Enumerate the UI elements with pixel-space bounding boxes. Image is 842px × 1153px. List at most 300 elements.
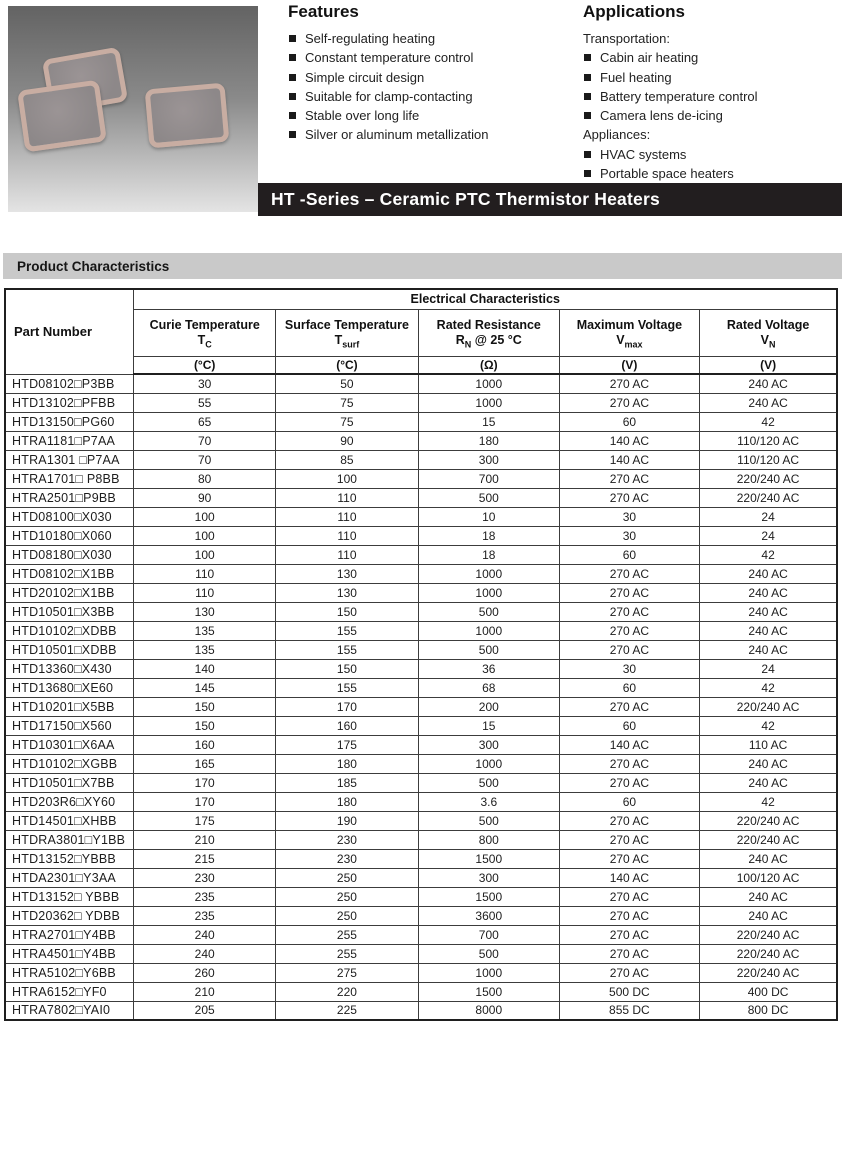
rated-resistance-header: Rated Resistance $R_N$ @ 25 °C xyxy=(418,309,559,356)
value-cell: 270 AC xyxy=(559,944,700,963)
list-item xyxy=(583,87,842,106)
value-cell: 30 xyxy=(559,526,700,545)
value-cell: 24 xyxy=(700,526,837,545)
value-cell: 24 xyxy=(700,507,837,526)
part-number-cell: HTDA2301□Y3AA xyxy=(5,868,134,887)
applications-section xyxy=(583,2,842,183)
part-number-cell: HTD08100□X030 xyxy=(5,507,134,526)
value-cell: 110/120 AC xyxy=(700,450,837,469)
list-item xyxy=(288,125,583,144)
value-cell: 240 AC xyxy=(700,393,837,412)
value-cell: 140 AC xyxy=(559,450,700,469)
value-cell: 235 xyxy=(134,906,275,925)
feature-item-label: Self-regulating heating xyxy=(305,31,436,46)
part-number-cell: HTD10501□XDBB xyxy=(5,640,134,659)
part-number-cell: HTRA7802□YAI0 xyxy=(5,1001,134,1020)
table-row xyxy=(5,1001,837,1020)
value-cell: 300 xyxy=(418,868,559,887)
header-right xyxy=(258,0,842,213)
value-cell: 110 xyxy=(134,564,275,583)
electrical-characteristics-header: Electrical Characteristics xyxy=(134,289,837,309)
value-cell: 135 xyxy=(134,640,275,659)
value-cell: 270 AC xyxy=(559,811,700,830)
table-row xyxy=(5,545,837,564)
value-cell: 1000 xyxy=(418,374,559,393)
value-cell: 130 xyxy=(275,564,418,583)
value-cell: 3.6 xyxy=(418,792,559,811)
value-cell: 270 AC xyxy=(559,602,700,621)
value-cell: 100/120 AC xyxy=(700,868,837,887)
table-row xyxy=(5,583,837,602)
table-row xyxy=(5,792,837,811)
bullet-square-icon xyxy=(289,74,296,81)
table-row xyxy=(5,659,837,678)
value-cell: 260 xyxy=(134,963,275,982)
part-number-header: Part Number xyxy=(5,289,134,374)
value-cell: 240 AC xyxy=(700,754,837,773)
value-cell: 230 xyxy=(134,868,275,887)
value-cell: 220 xyxy=(275,982,418,1001)
value-cell: 8000 xyxy=(418,1001,559,1020)
value-cell: 165 xyxy=(134,754,275,773)
value-cell: 100 xyxy=(134,507,275,526)
list-item xyxy=(583,48,842,67)
value-cell: 15 xyxy=(418,412,559,431)
value-cell: 185 xyxy=(275,773,418,792)
value-cell: 70 xyxy=(134,450,275,469)
value-cell: 855 DC xyxy=(559,1001,700,1020)
table-row xyxy=(5,469,837,488)
table-row xyxy=(5,754,837,773)
product-photo xyxy=(8,6,258,212)
list-item xyxy=(288,29,583,48)
part-number-cell: HTD08102□P3BB xyxy=(5,374,134,393)
value-cell: 240 AC xyxy=(700,583,837,602)
value-cell: 130 xyxy=(275,583,418,602)
value-cell: 160 xyxy=(275,716,418,735)
value-cell: 230 xyxy=(275,830,418,849)
value-cell: 1000 xyxy=(418,621,559,640)
part-number-cell: HTD08180□X030 xyxy=(5,545,134,564)
maximum-voltage-header: Maximum Voltage $V_{max}$ xyxy=(559,309,700,356)
table-row xyxy=(5,849,837,868)
part-number-cell: HTD20362□ YDBB xyxy=(5,906,134,925)
value-cell: 240 xyxy=(134,925,275,944)
list-item xyxy=(583,164,842,183)
value-cell: 170 xyxy=(134,773,275,792)
value-cell: 270 AC xyxy=(559,849,700,868)
part-number-cell: HTRA4501□Y4BB xyxy=(5,944,134,963)
applications-groups xyxy=(583,29,842,183)
bullet-square-icon xyxy=(584,112,591,119)
value-cell: 180 xyxy=(275,754,418,773)
list-item xyxy=(288,87,583,106)
value-cell: 240 xyxy=(134,944,275,963)
value-cell: 36 xyxy=(418,659,559,678)
applications-list xyxy=(583,48,842,125)
value-cell: 130 xyxy=(134,602,275,621)
value-cell: 110 xyxy=(134,583,275,602)
value-cell: 270 AC xyxy=(559,830,700,849)
table-row xyxy=(5,431,837,450)
value-cell: 42 xyxy=(700,716,837,735)
value-cell: 30 xyxy=(134,374,275,393)
table-row xyxy=(5,811,837,830)
value-cell: 42 xyxy=(700,792,837,811)
value-cell: 270 AC xyxy=(559,583,700,602)
list-item xyxy=(288,48,583,67)
value-cell: 1000 xyxy=(418,564,559,583)
table-row xyxy=(5,678,837,697)
application-item-label: Fuel heating xyxy=(600,69,672,85)
value-cell: 150 xyxy=(275,659,418,678)
value-cell: 250 xyxy=(275,887,418,906)
table-row xyxy=(5,773,837,792)
value-cell: 240 AC xyxy=(700,621,837,640)
value-cell: 170 xyxy=(275,697,418,716)
value-cell: 210 xyxy=(134,982,275,1001)
value-cell: 1500 xyxy=(418,887,559,906)
bullet-square-icon xyxy=(289,93,296,100)
features-list xyxy=(288,29,583,145)
value-cell: 110 AC xyxy=(700,735,837,754)
rated-voltage-unit-cell: (V) xyxy=(700,356,837,374)
value-cell: 30 xyxy=(559,507,700,526)
curie-temperature-header: Curie Temperature $T_C$ xyxy=(134,309,275,356)
rated-voltage-header: Rated Voltage $V_N$ xyxy=(700,309,837,356)
value-cell: 500 xyxy=(418,773,559,792)
value-cell: 150 xyxy=(275,602,418,621)
value-cell: 75 xyxy=(275,412,418,431)
list-item xyxy=(583,145,842,164)
max-voltage-unit-cell: (V) xyxy=(559,356,700,374)
table-row xyxy=(5,374,837,393)
value-cell: 500 DC xyxy=(559,982,700,1001)
list-item xyxy=(583,106,842,125)
value-cell: 270 AC xyxy=(559,773,700,792)
curie-unit-cell: (°C) xyxy=(134,356,275,374)
value-cell: 3600 xyxy=(418,906,559,925)
value-cell: 18 xyxy=(418,526,559,545)
ptc-heater-chip-front xyxy=(17,80,107,153)
table-row xyxy=(5,887,837,906)
part-number-cell: HTD13152□ YBBB xyxy=(5,887,134,906)
product-photo-area xyxy=(0,0,258,213)
value-cell: 180 xyxy=(275,792,418,811)
application-group-label: Transportation: xyxy=(583,31,670,46)
list-item xyxy=(583,68,842,87)
part-number-cell: HTRA5102□Y6BB xyxy=(5,963,134,982)
table-row xyxy=(5,925,837,944)
value-cell: 1500 xyxy=(418,849,559,868)
table-row xyxy=(5,564,837,583)
value-cell: 500 xyxy=(418,488,559,507)
value-cell: 1000 xyxy=(418,393,559,412)
value-cell: 70 xyxy=(134,431,275,450)
value-cell: 65 xyxy=(134,412,275,431)
value-cell: 250 xyxy=(275,868,418,887)
value-cell: 800 xyxy=(418,830,559,849)
value-cell: 200 xyxy=(418,697,559,716)
value-cell: 240 AC xyxy=(700,640,837,659)
value-cell: 270 AC xyxy=(559,640,700,659)
value-cell: 68 xyxy=(418,678,559,697)
value-cell: 1000 xyxy=(418,754,559,773)
table-row xyxy=(5,716,837,735)
value-cell: 270 AC xyxy=(559,469,700,488)
bullet-square-icon xyxy=(584,74,591,81)
value-cell: 270 AC xyxy=(559,488,700,507)
value-cell: 300 xyxy=(418,450,559,469)
value-cell: 110/120 AC xyxy=(700,431,837,450)
table-row xyxy=(5,640,837,659)
value-cell: 240 AC xyxy=(700,773,837,792)
series-title-banner xyxy=(258,183,842,216)
value-cell: 42 xyxy=(700,545,837,564)
value-cell: 270 AC xyxy=(559,374,700,393)
table-row xyxy=(5,830,837,849)
table-row xyxy=(5,526,837,545)
bullet-square-icon xyxy=(584,151,591,158)
value-cell: 140 AC xyxy=(559,431,700,450)
part-number-cell: HTD10102□XDBB xyxy=(5,621,134,640)
part-number-cell: HTD13102□PFBB xyxy=(5,393,134,412)
part-number-cell: HTD14501□XHBB xyxy=(5,811,134,830)
value-cell: 42 xyxy=(700,412,837,431)
part-number-cell: HTD10301□X6AA xyxy=(5,735,134,754)
value-cell: 90 xyxy=(134,488,275,507)
table-row xyxy=(5,735,837,754)
application-item-label: Portable space heaters xyxy=(600,166,734,182)
table-row xyxy=(5,488,837,507)
application-item-label: Cabin air heating xyxy=(600,50,699,66)
table-head xyxy=(5,289,837,374)
feature-item-label: Stable over long life xyxy=(305,108,420,124)
value-cell: 210 xyxy=(134,830,275,849)
part-number-cell: HTD13360□X430 xyxy=(5,659,134,678)
value-cell: 220/240 AC xyxy=(700,697,837,716)
value-cell: 55 xyxy=(134,393,275,412)
table-row xyxy=(5,450,837,469)
value-cell: 220/240 AC xyxy=(700,963,837,982)
value-cell: 135 xyxy=(134,621,275,640)
part-number-cell: HTD08102□X1BB xyxy=(5,564,134,583)
value-cell: 220/240 AC xyxy=(700,830,837,849)
table-row xyxy=(5,507,837,526)
value-cell: 700 xyxy=(418,925,559,944)
value-cell: 100 xyxy=(275,469,418,488)
value-cell: 500 xyxy=(418,811,559,830)
characteristics-table xyxy=(4,288,838,1021)
value-cell: 255 xyxy=(275,944,418,963)
value-cell: 175 xyxy=(134,811,275,830)
value-cell: 24 xyxy=(700,659,837,678)
value-cell: 140 AC xyxy=(559,868,700,887)
value-cell: 10 xyxy=(418,507,559,526)
value-cell: 240 AC xyxy=(700,374,837,393)
value-cell: 400 DC xyxy=(700,982,837,1001)
value-cell: 75 xyxy=(275,393,418,412)
value-cell: 60 xyxy=(559,545,700,564)
table-row xyxy=(5,393,837,412)
feature-item-label: Simple circuit design xyxy=(305,69,425,85)
application-item-label: Camera lens de-icing xyxy=(600,108,723,124)
value-cell: 240 AC xyxy=(700,602,837,621)
value-cell: 500 xyxy=(418,944,559,963)
part-number-cell: HTD17150□X560 xyxy=(5,716,134,735)
value-cell: 255 xyxy=(275,925,418,944)
value-cell: 110 xyxy=(275,507,418,526)
value-cell: 270 AC xyxy=(559,925,700,944)
value-cell: 60 xyxy=(559,792,700,811)
application-group-label: Appliances: xyxy=(583,127,651,143)
value-cell: 300 xyxy=(418,735,559,754)
table-row xyxy=(5,412,837,431)
features-title: Features xyxy=(288,2,359,21)
value-cell: 15 xyxy=(418,716,559,735)
applications-list xyxy=(583,145,842,184)
value-cell: 270 AC xyxy=(559,887,700,906)
value-cell: 155 xyxy=(275,640,418,659)
feature-item-label: Constant temperature control xyxy=(305,50,474,66)
value-cell: 800 DC xyxy=(700,1001,837,1020)
value-cell: 30 xyxy=(559,659,700,678)
table-row xyxy=(5,621,837,640)
value-cell: 80 xyxy=(134,469,275,488)
feature-item-label: Silver or aluminum metallization xyxy=(305,127,489,143)
part-number-cell: HTD203R6□XY60 xyxy=(5,792,134,811)
value-cell: 220/240 AC xyxy=(700,811,837,830)
value-cell: 42 xyxy=(700,678,837,697)
value-cell: 110 xyxy=(275,545,418,564)
value-cell: 270 AC xyxy=(559,754,700,773)
table-row xyxy=(5,697,837,716)
list-item xyxy=(288,106,583,125)
part-number-cell: HTD10201□X5BB xyxy=(5,697,134,716)
value-cell: 270 AC xyxy=(559,564,700,583)
value-cell: 110 xyxy=(275,526,418,545)
value-cell: 225 xyxy=(275,1001,418,1020)
value-cell: 270 AC xyxy=(559,906,700,925)
ptc-heater-chip-right xyxy=(145,83,230,149)
value-cell: 100 xyxy=(134,545,275,564)
value-cell: 275 xyxy=(275,963,418,982)
value-cell: 160 xyxy=(134,735,275,754)
value-cell: 140 AC xyxy=(559,735,700,754)
value-cell: 205 xyxy=(134,1001,275,1020)
value-cell: 230 xyxy=(275,849,418,868)
value-cell: 175 xyxy=(275,735,418,754)
value-cell: 240 AC xyxy=(700,564,837,583)
value-cell: 1000 xyxy=(418,963,559,982)
part-number-cell: HTD10102□XGBB xyxy=(5,754,134,773)
value-cell: 270 AC xyxy=(559,697,700,716)
value-cell: 155 xyxy=(275,678,418,697)
value-cell: 220/240 AC xyxy=(700,488,837,507)
section-header-title: Product Characteristics xyxy=(17,258,170,274)
table-row xyxy=(5,944,837,963)
value-cell: 240 AC xyxy=(700,849,837,868)
table-row xyxy=(5,602,837,621)
value-cell: 270 AC xyxy=(559,393,700,412)
part-number-cell: HTRA2501□P9BB xyxy=(5,488,134,507)
value-cell: 150 xyxy=(134,697,275,716)
value-cell: 60 xyxy=(559,678,700,697)
page-header xyxy=(0,0,842,213)
bullet-square-icon xyxy=(289,112,296,119)
application-item-label: HVAC systems xyxy=(600,146,687,162)
bullet-square-icon xyxy=(584,93,591,100)
value-cell: 215 xyxy=(134,849,275,868)
part-number-cell: HTD10180□X060 xyxy=(5,526,134,545)
value-cell: 150 xyxy=(134,716,275,735)
part-number-cell: HTD10501□X3BB xyxy=(5,602,134,621)
part-number-cell: HTD20102□X1BB xyxy=(5,583,134,602)
feature-item-label: Suitable for clamp-contacting xyxy=(305,88,473,104)
table-row xyxy=(5,906,837,925)
table-row xyxy=(5,868,837,887)
part-number-cell: HTRA1301 □P7AA xyxy=(5,450,134,469)
value-cell: 85 xyxy=(275,450,418,469)
bullet-square-icon xyxy=(584,54,591,61)
part-number-cell: HTD13680□XE60 xyxy=(5,678,134,697)
value-cell: 140 xyxy=(134,659,275,678)
value-cell: 700 xyxy=(418,469,559,488)
application-item-label: Battery temperature control xyxy=(600,88,758,104)
applications-title: Applications xyxy=(583,2,686,21)
part-number-cell: HTD13150□PG60 xyxy=(5,412,134,431)
value-cell: 220/240 AC xyxy=(700,944,837,963)
value-cell: 180 xyxy=(418,431,559,450)
value-cell: 270 AC xyxy=(559,963,700,982)
value-cell: 1000 xyxy=(418,583,559,602)
part-number-cell: HTRA1181□P7AA xyxy=(5,431,134,450)
surface-unit-cell: (°C) xyxy=(275,356,418,374)
part-number-cell: HTRA6152□YF0 xyxy=(5,982,134,1001)
bullet-square-icon xyxy=(289,131,296,138)
value-cell: 155 xyxy=(275,621,418,640)
bullet-square-icon xyxy=(289,54,296,61)
part-number-cell: HTRA2701□Y4BB xyxy=(5,925,134,944)
value-cell: 145 xyxy=(134,678,275,697)
resistance-unit-cell: (Ω) xyxy=(418,356,559,374)
part-number-cell: HTD13152□YBBB xyxy=(5,849,134,868)
table-body xyxy=(5,374,837,1020)
part-number-cell: HTDRA3801□Y1BB xyxy=(5,830,134,849)
value-cell: 170 xyxy=(134,792,275,811)
value-cell: 60 xyxy=(559,716,700,735)
series-title: HT -Series – Ceramic PTC Thermistor Heaters xyxy=(271,189,660,210)
value-cell: 500 xyxy=(418,602,559,621)
surface-temperature-header: Surface Temperature $T_{surf}$ xyxy=(275,309,418,356)
value-cell: 110 xyxy=(275,488,418,507)
table-row xyxy=(5,963,837,982)
value-cell: 250 xyxy=(275,906,418,925)
value-cell: 500 xyxy=(418,640,559,659)
value-cell: 60 xyxy=(559,412,700,431)
value-cell: 240 AC xyxy=(700,887,837,906)
value-cell: 1500 xyxy=(418,982,559,1001)
value-cell: 220/240 AC xyxy=(700,469,837,488)
table-row xyxy=(5,982,837,1001)
features-section xyxy=(288,2,583,183)
value-cell: 220/240 AC xyxy=(700,925,837,944)
value-cell: 235 xyxy=(134,887,275,906)
value-cell: 190 xyxy=(275,811,418,830)
value-cell: 90 xyxy=(275,431,418,450)
value-cell: 270 AC xyxy=(559,621,700,640)
section-header-bar xyxy=(3,253,842,279)
